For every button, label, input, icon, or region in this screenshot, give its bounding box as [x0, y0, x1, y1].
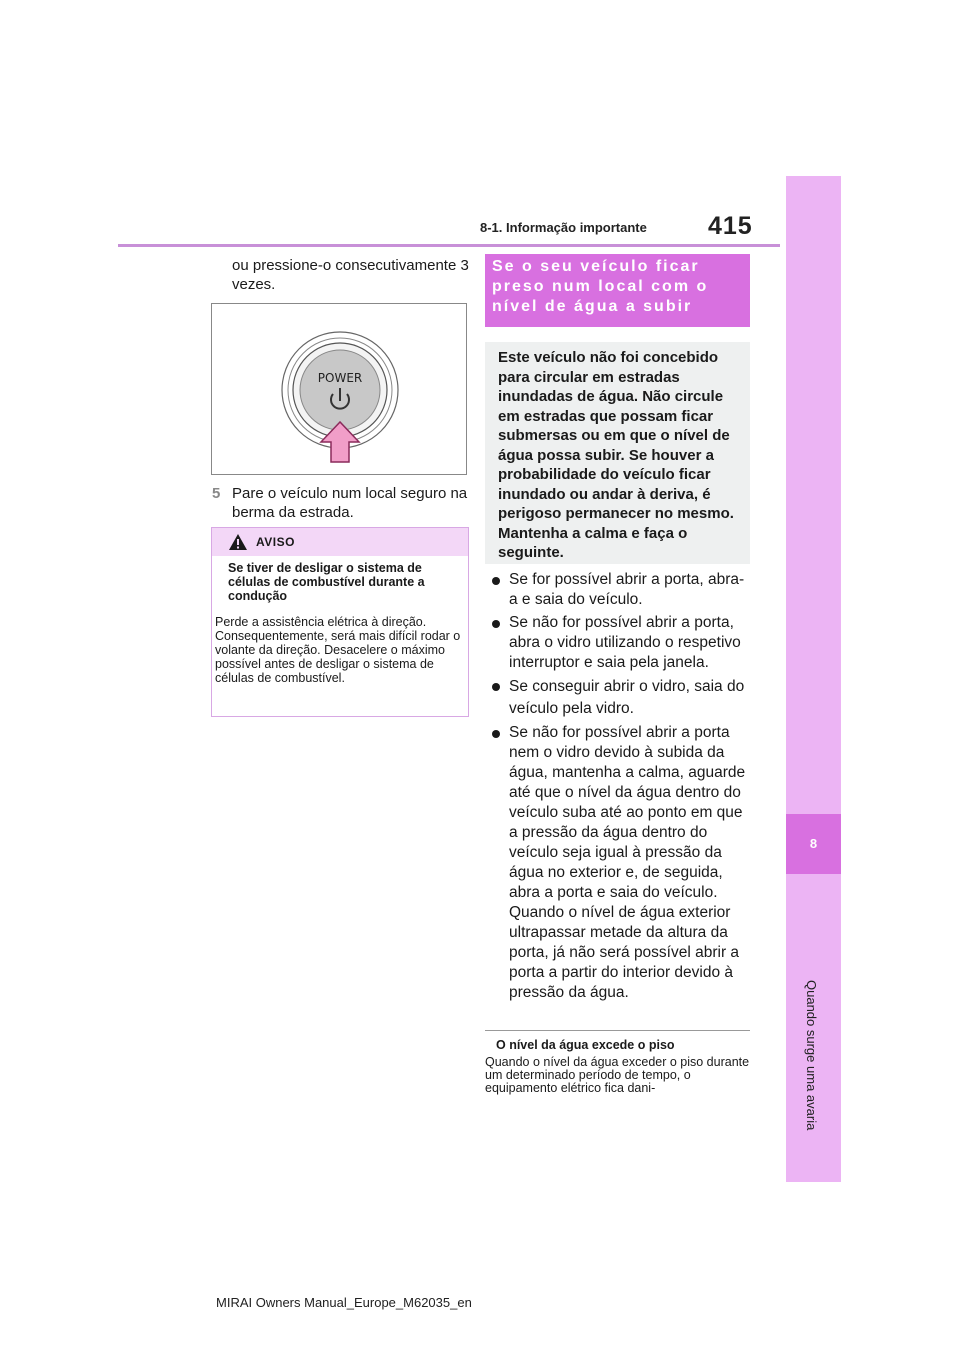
warning-title: Se tiver de desligar o sistema de células de combustível durante a condução: [228, 561, 425, 603]
bullet-dot: [492, 683, 500, 691]
bullet-dot: [492, 620, 500, 628]
note-body: Quando o nível da água exceder o piso durante um determinado período de tempo, o equipamento elétrico fica dani-: [485, 1055, 750, 1095]
power-button-label: POWER: [317, 371, 363, 385]
step-5: [212, 484, 472, 522]
list-item: Se for possível abrir a porta, abra-a e saia do veículo.: [492, 570, 752, 610]
step-text: Pare o veículo num local seguro na berma da estrada.: [232, 485, 468, 521]
warning-label: AVISO: [256, 535, 295, 549]
intro-text: Este veículo não foi concebido para circular em estradas inundadas de água. Não circule em estradas que possam ficar submersas ou em que o nível de água possa subir. Se houver a probabilidade do veículo ficar inundado ou andar à deriva, é perigoso permanecer no mesmo. Mantenha a calma e faça o seguinte.: [498, 349, 734, 561]
bullet-dot: [492, 730, 500, 738]
header-rule: [118, 244, 780, 247]
note-divider: [485, 1030, 750, 1031]
note-title: O nível da água excede o piso: [496, 1038, 675, 1052]
list-item: Se conseguir abrir o vidro, saia do veículo pela vidro.: [492, 676, 752, 720]
warning-body: Perde a assistência elétrica à direção. Consequentemente, será mais difícil rodar o volante da direção. Desacelere o máximo possível antes de desligar o sistema de células de combustível.: [215, 615, 461, 685]
chapter-number-tab[interactable]: [786, 814, 841, 874]
warning-triangle-icon: [228, 533, 248, 551]
warning-header: [212, 528, 468, 556]
page-number: 415: [708, 212, 753, 240]
lead-text: ou pressione-o consecutivamente 3 vezes.: [232, 257, 469, 293]
bullet-dot: [492, 577, 500, 585]
footer-text: MIRAI Owners Manual_Europe_M62035_en: [216, 1295, 472, 1310]
power-button-figure: [211, 303, 467, 475]
chapter-title: Quando surge uma avaria: [804, 980, 819, 1131]
step-number: 5: [212, 485, 221, 502]
list-item: Se não for possível abrir a porta nem o vidro devido à subida da água, mantenha a calma, aguarde até que o nível da água dentro do veículo suba até ao ponto em que a pressão da água dentro do veículo seja igual à pressão da água no exterior e, de seguida, abra a porta e saia do veículo. Quando o nível de água exterior ultrapassar metade da altura da porta, já não será possível abrir a porta a partir do interior devido à pressão da água.: [492, 723, 752, 1003]
section-title: 8-1. Informação importante: [480, 220, 647, 235]
chapter-number: 8: [809, 836, 818, 851]
section-heading: Se o seu veículo ficar preso num local com o nível de água a subir: [492, 258, 709, 315]
list-item: Se não for possível abrir a porta, abra o vidro utilizando o respetivo interruptor e saia pela janela.: [492, 613, 752, 673]
power-button-illustration: [212, 304, 466, 474]
